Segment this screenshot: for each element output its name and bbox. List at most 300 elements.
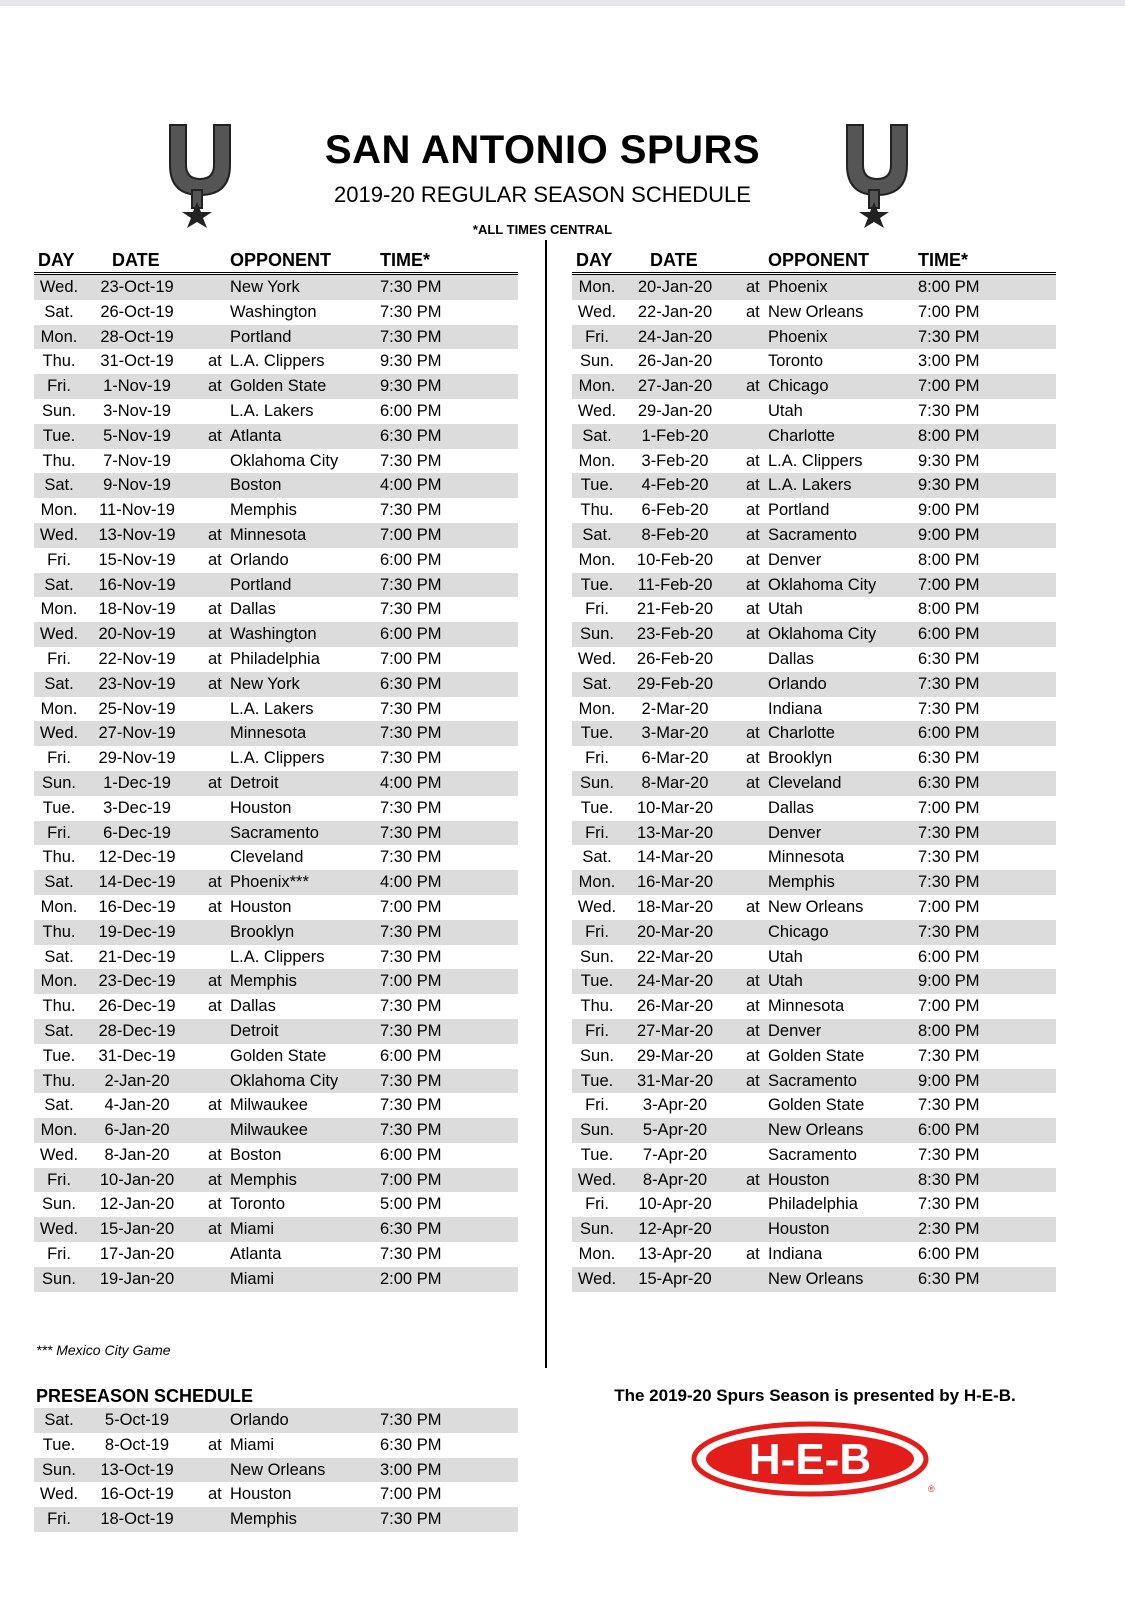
away-marker: at: [746, 1170, 760, 1189]
date-cell: 13-Nov-19: [98, 525, 176, 544]
opponent-cell: L.A. Lakers: [768, 476, 852, 495]
opponent-cell: Houston: [230, 798, 292, 817]
time-cell: 7:00 PM: [380, 649, 442, 668]
day-cell: Sun.: [42, 1460, 76, 1479]
opponent-cell: Denver: [768, 550, 822, 569]
column-header-row: [572, 248, 1056, 275]
time-cell: 6:00 PM: [918, 1245, 980, 1264]
opponent-cell: Utah: [768, 972, 803, 991]
game-row: [34, 1118, 518, 1143]
date-cell: 3-Nov-19: [103, 401, 171, 420]
opponent-cell: Cleveland: [230, 848, 304, 867]
time-cell: 7:00 PM: [380, 897, 442, 916]
day-cell: Fri.: [585, 823, 609, 842]
date-cell: 3-Mar-20: [641, 724, 709, 743]
away-marker: at: [208, 1145, 222, 1164]
day-cell: Wed.: [39, 278, 79, 296]
day-cell: Wed.: [39, 724, 79, 743]
date-cell: 26-Jan-20: [637, 352, 713, 371]
day-cell: Thu.: [42, 997, 76, 1016]
away-marker: at: [746, 1071, 760, 1090]
time-cell: 7:30 PM: [380, 1510, 442, 1529]
day-cell: Sun.: [42, 1195, 76, 1214]
away-marker: at: [746, 1046, 760, 1065]
opponent-cell: Milwaukee: [230, 1096, 308, 1115]
away-marker: at: [746, 1021, 760, 1040]
date-cell: 26-Mar-20: [636, 997, 714, 1016]
date-cell: 28-Oct-19: [100, 327, 174, 346]
game-row: [34, 1458, 518, 1483]
opponent-cell: Charlotte: [768, 724, 835, 743]
game-row: [34, 1433, 518, 1458]
day-cell: Wed.: [577, 401, 617, 420]
away-marker: at: [746, 501, 760, 520]
opponent-cell: Golden State: [768, 1046, 865, 1065]
header-day: DAY: [38, 250, 75, 270]
opponent-cell: Dallas: [768, 649, 814, 668]
time-cell: 9:30 PM: [380, 352, 442, 371]
day-cell: Thu.: [42, 352, 76, 371]
date-cell: 25-Nov-19: [98, 699, 176, 718]
date-cell: 29-Feb-20: [636, 674, 714, 693]
away-marker: at: [208, 873, 222, 892]
away-marker: at: [208, 377, 222, 396]
date-cell: 4-Jan-20: [104, 1096, 170, 1115]
away-marker: at: [746, 997, 760, 1016]
date-cell: 8-Mar-20: [641, 773, 709, 792]
date-cell: 27-Jan-20: [637, 377, 713, 396]
opponent-cell: Portland: [230, 575, 292, 594]
day-cell: Tue.: [580, 476, 614, 495]
away-marker: at: [746, 575, 760, 594]
game-row: [572, 870, 1056, 895]
date-cell: 1-Feb-20: [641, 426, 709, 445]
date-cell: 20-Mar-20: [636, 922, 714, 941]
opponent-cell: L.A. Lakers: [230, 699, 314, 718]
header-time: TIME*: [380, 250, 431, 270]
date-cell: 13-Apr-20: [638, 1245, 712, 1264]
time-cell: 7:30 PM: [380, 327, 442, 346]
time-cell: 7:30 PM: [918, 1195, 980, 1214]
opponent-cell: Phoenix: [768, 278, 828, 296]
opponent-cell: Atlanta: [230, 426, 282, 445]
date-cell: 20-Jan-20: [637, 278, 713, 296]
day-cell: Sun.: [580, 773, 614, 792]
day-cell: Fri.: [47, 1170, 71, 1189]
opponent-cell: Chicago: [768, 377, 829, 396]
day-cell: Mon.: [40, 600, 78, 619]
time-cell: 7:00 PM: [380, 1170, 442, 1189]
time-cell: 6:00 PM: [380, 550, 442, 569]
opponent-cell: Orlando: [230, 1411, 289, 1429]
time-cell: 7:30 PM: [918, 1145, 980, 1164]
game-row: [572, 300, 1056, 325]
date-cell: 9-Nov-19: [103, 476, 171, 495]
game-row: [34, 1408, 518, 1433]
date-cell: 14-Mar-20: [636, 848, 714, 867]
opponent-cell: Toronto: [768, 352, 824, 371]
date-cell: 12-Jan-20: [99, 1195, 175, 1214]
game-row: [572, 821, 1056, 846]
time-cell: 9:00 PM: [918, 972, 980, 991]
day-cell: Sun.: [42, 773, 76, 792]
heb-logo-text: H-E-B: [748, 1435, 872, 1484]
date-cell: 6-Dec-19: [103, 823, 171, 842]
game-row: [34, 1482, 518, 1507]
day-cell: Sat.: [582, 848, 612, 867]
game-row: [34, 870, 518, 895]
time-cell: 6:30 PM: [918, 749, 980, 768]
day-cell: Tue.: [580, 1071, 614, 1090]
opponent-cell: Houston: [230, 897, 292, 916]
day-cell: Fri.: [47, 1510, 71, 1529]
game-row: [34, 945, 518, 970]
game-row: [34, 969, 518, 994]
opponent-cell: Memphis: [768, 873, 835, 892]
opponent-cell: Golden State: [230, 1046, 327, 1065]
opponent-cell: Minnesota: [768, 997, 845, 1016]
game-row: [572, 895, 1056, 920]
day-cell: Mon.: [578, 699, 616, 718]
opponent-cell: Houston: [768, 1170, 830, 1189]
opponent-cell: L.A. Clippers: [230, 352, 325, 371]
date-cell: 10-Apr-20: [638, 1195, 712, 1214]
page-subtitle: 2019-20 REGULAR SEASON SCHEDULE: [334, 182, 751, 207]
away-marker: at: [208, 426, 222, 445]
time-cell: 7:30 PM: [918, 922, 980, 941]
day-cell: Sat.: [582, 525, 612, 544]
opponent-cell: Oklahoma City: [768, 575, 877, 594]
away-marker: at: [746, 525, 760, 544]
game-row: [572, 945, 1056, 970]
date-cell: 4-Feb-20: [641, 476, 709, 495]
date-cell: 22-Mar-20: [636, 947, 714, 966]
date-cell: 22-Nov-19: [98, 649, 176, 668]
time-cell: 7:30 PM: [380, 1411, 442, 1429]
away-marker: at: [208, 1170, 222, 1189]
time-cell: 6:30 PM: [380, 674, 442, 693]
time-cell: 6:00 PM: [380, 625, 442, 644]
away-marker: at: [208, 1435, 222, 1454]
day-cell: Tue.: [580, 575, 614, 594]
time-cell: 7:30 PM: [380, 947, 442, 966]
opponent-cell: Brooklyn: [768, 749, 833, 768]
game-row: [34, 449, 518, 474]
opponent-cell: Memphis: [230, 501, 297, 520]
game-row: [34, 994, 518, 1019]
day-cell: Fri.: [47, 649, 71, 668]
opponent-cell: Portland: [768, 501, 830, 520]
date-cell: 6-Mar-20: [641, 749, 709, 768]
opponent-cell: Golden State: [230, 377, 327, 396]
opponent-cell: Dallas: [230, 600, 276, 619]
time-cell: 7:30 PM: [380, 749, 442, 768]
date-cell: 21-Feb-20: [636, 600, 714, 619]
day-cell: Sat.: [44, 302, 74, 321]
game-row: [34, 920, 518, 945]
date-cell: 1-Nov-19: [103, 377, 171, 396]
game-row: [572, 697, 1056, 722]
opponent-cell: Washington: [230, 625, 317, 644]
game-row: [572, 424, 1056, 449]
day-cell: Sat.: [44, 873, 74, 892]
game-row: [572, 1069, 1056, 1094]
away-marker: at: [746, 451, 760, 470]
game-row: [34, 746, 518, 771]
date-cell: 2-Jan-20: [104, 1071, 170, 1090]
away-marker: at: [208, 972, 222, 991]
game-row: [572, 1192, 1056, 1217]
date-cell: 18-Nov-19: [98, 600, 176, 619]
date-cell: 18-Mar-20: [636, 897, 714, 916]
date-cell: 26-Feb-20: [636, 649, 714, 668]
game-row: [572, 920, 1056, 945]
day-cell: Fri.: [585, 1021, 609, 1040]
time-cell: 7:00 PM: [918, 377, 980, 396]
opponent-cell: Miami: [230, 1269, 274, 1288]
game-row: [572, 275, 1056, 300]
game-row: [572, 622, 1056, 647]
game-row: [34, 498, 518, 523]
day-cell: Sat.: [44, 947, 74, 966]
game-row: [34, 1019, 518, 1044]
game-list: [572, 275, 1056, 1292]
opponent-cell: Minnesota: [768, 848, 845, 867]
opponent-cell: Memphis: [230, 1510, 297, 1529]
time-cell: 8:00 PM: [918, 278, 980, 296]
opponent-cell: Brooklyn: [230, 922, 295, 941]
opponent-cell: New Orleans: [768, 897, 864, 916]
game-row: [572, 1217, 1056, 1242]
time-cell: 4:00 PM: [380, 773, 442, 792]
time-cell: 7:30 PM: [918, 674, 980, 693]
time-cell: 9:00 PM: [918, 1071, 980, 1090]
time-cell: 7:30 PM: [380, 823, 442, 842]
time-cell: 7:30 PM: [380, 922, 442, 941]
time-cell: 9:30 PM: [380, 377, 442, 396]
time-cell: 7:30 PM: [380, 600, 442, 619]
date-cell: 29-Jan-20: [637, 401, 713, 420]
opponent-cell: Utah: [768, 947, 803, 966]
day-cell: Wed.: [39, 1145, 79, 1164]
date-cell: 6-Jan-20: [104, 1121, 170, 1140]
day-cell: Sat.: [44, 674, 74, 693]
date-cell: 6-Feb-20: [641, 501, 709, 520]
day-cell: Fri.: [585, 1096, 609, 1115]
time-cell: 4:00 PM: [380, 476, 442, 495]
away-marker: at: [746, 724, 760, 743]
date-cell: 10-Mar-20: [636, 798, 714, 817]
time-cell: 8:00 PM: [918, 1021, 980, 1040]
opponent-cell: Washington: [230, 302, 317, 321]
date-cell: 29-Mar-20: [636, 1046, 714, 1065]
date-cell: 7-Apr-20: [642, 1145, 708, 1164]
opponent-cell: Memphis: [230, 1170, 297, 1189]
date-cell: 3-Dec-19: [103, 798, 171, 817]
day-cell: Mon.: [40, 501, 78, 520]
opponent-cell: Toronto: [230, 1195, 286, 1214]
game-row: [572, 449, 1056, 474]
sponsor-text: The 2019-20 Spurs Season is presented by H-E-B.: [614, 1386, 1016, 1405]
opponent-cell: Dallas: [768, 798, 814, 817]
opponent-cell: New Orleans: [768, 1121, 864, 1140]
time-cell: 2:30 PM: [918, 1220, 980, 1239]
game-row: [572, 1118, 1056, 1143]
opponent-cell: Philadelphia: [768, 1195, 858, 1214]
date-cell: 12-Apr-20: [638, 1220, 712, 1239]
opponent-cell: Memphis: [230, 972, 297, 991]
opponent-cell: Charlotte: [768, 426, 835, 445]
date-cell: 15-Jan-20: [99, 1220, 175, 1239]
day-cell: Wed.: [39, 625, 79, 644]
away-marker: at: [208, 1220, 222, 1239]
game-list: [34, 275, 518, 1292]
date-cell: 27-Nov-19: [98, 724, 176, 743]
time-cell: 7:30 PM: [380, 302, 442, 321]
time-cell: 7:30 PM: [380, 1245, 442, 1264]
game-row: [572, 672, 1056, 697]
day-cell: Tue.: [42, 798, 76, 817]
day-cell: Wed.: [577, 302, 617, 321]
opponent-cell: Orlando: [230, 550, 289, 569]
away-marker: at: [746, 972, 760, 991]
game-row: [572, 1168, 1056, 1193]
game-row: [34, 622, 518, 647]
game-row: [572, 647, 1056, 672]
game-row: [34, 573, 518, 598]
game-row: [572, 1093, 1056, 1118]
date-cell: 5-Oct-19: [104, 1411, 170, 1429]
date-cell: 19-Jan-20: [99, 1269, 175, 1288]
day-cell: Wed.: [577, 1170, 617, 1189]
time-cell: 2:00 PM: [380, 1269, 442, 1288]
time-cell: 3:00 PM: [918, 352, 980, 371]
opponent-cell: Philadelphia: [230, 649, 320, 668]
day-cell: Fri.: [47, 1245, 71, 1264]
time-cell: 9:00 PM: [918, 525, 980, 544]
game-row: [572, 399, 1056, 424]
day-cell: Tue.: [42, 1046, 76, 1065]
game-row: [572, 473, 1056, 498]
top-border: [0, 0, 1125, 6]
game-row: [34, 672, 518, 697]
time-cell: 7:00 PM: [918, 302, 980, 321]
page-title: SAN ANTONIO SPURS: [324, 128, 761, 172]
time-cell: 7:00 PM: [918, 575, 980, 594]
time-cell: 7:30 PM: [380, 724, 442, 743]
date-cell: 8-Feb-20: [641, 525, 709, 544]
game-row: [34, 1217, 518, 1242]
opponent-cell: Phoenix: [768, 327, 828, 346]
time-cell: 7:00 PM: [380, 525, 442, 544]
date-cell: 11-Nov-19: [99, 501, 175, 520]
opponent-cell: New Orleans: [768, 302, 864, 321]
game-row: [34, 1267, 518, 1292]
time-cell: 7:30 PM: [918, 848, 980, 867]
day-cell: Mon.: [578, 1245, 616, 1264]
time-cell: 7:30 PM: [380, 798, 442, 817]
game-list: [34, 1408, 518, 1532]
time-cell: 7:30 PM: [918, 401, 980, 420]
opponent-cell: Phoenix***: [230, 873, 309, 892]
game-row: [572, 845, 1056, 870]
opponent-cell: Dallas: [230, 997, 276, 1016]
header-opponent: OPPONENT: [768, 250, 870, 270]
opponent-cell: Cleveland: [768, 773, 842, 792]
time-cell: 7:30 PM: [380, 699, 442, 718]
day-cell: Thu.: [42, 922, 76, 941]
time-cell: 7:30 PM: [380, 575, 442, 594]
time-cell: 6:00 PM: [380, 1046, 442, 1065]
time-cell: 7:30 PM: [918, 327, 980, 346]
day-cell: Fri.: [47, 749, 71, 768]
date-cell: 3-Feb-20: [641, 451, 709, 470]
date-cell: 28-Dec-19: [98, 1021, 176, 1040]
game-row: [572, 498, 1056, 523]
opponent-cell: L.A. Clippers: [230, 947, 325, 966]
opponent-cell: Boston: [230, 476, 282, 495]
opponent-cell: Houston: [768, 1220, 830, 1239]
game-row: [34, 895, 518, 920]
game-row: [34, 771, 518, 796]
day-cell: Sat.: [44, 1411, 74, 1429]
away-marker: at: [208, 1195, 222, 1214]
date-cell: 5-Apr-20: [642, 1121, 708, 1140]
away-marker: at: [746, 302, 760, 321]
time-cell: 7:00 PM: [918, 997, 980, 1016]
day-cell: Sat.: [44, 1096, 74, 1115]
game-row: [572, 1019, 1056, 1044]
opponent-cell: Portland: [230, 327, 292, 346]
time-cell: 6:00 PM: [918, 1121, 980, 1140]
game-row: [572, 1143, 1056, 1168]
time-cell: 6:00 PM: [380, 1145, 442, 1164]
day-cell: Sun.: [580, 1220, 614, 1239]
day-cell: Fri.: [585, 922, 609, 941]
game-row: [572, 1242, 1056, 1267]
opponent-cell: Miami: [230, 1220, 274, 1239]
day-cell: Thu.: [42, 451, 76, 470]
away-marker: at: [746, 550, 760, 569]
game-row: [34, 796, 518, 821]
day-cell: Mon.: [578, 451, 616, 470]
time-cell: 7:30 PM: [380, 1071, 442, 1090]
date-cell: 13-Mar-20: [636, 823, 714, 842]
game-row: [34, 1507, 518, 1532]
date-cell: 31-Oct-19: [100, 352, 174, 371]
date-cell: 10-Jan-20: [99, 1170, 175, 1189]
game-row: [572, 771, 1056, 796]
opponent-cell: Sacramento: [768, 1145, 857, 1164]
game-row: [34, 597, 518, 622]
game-row: [572, 349, 1056, 374]
day-cell: Tue.: [580, 724, 614, 743]
game-row: [34, 1093, 518, 1118]
date-cell: 22-Jan-20: [637, 302, 713, 321]
away-marker: at: [746, 749, 760, 768]
day-cell: Sun.: [42, 1269, 76, 1288]
time-cell: 6:30 PM: [918, 649, 980, 668]
day-cell: Tue.: [580, 1145, 614, 1164]
opponent-cell: Minnesota: [230, 724, 307, 743]
opponent-cell: Indiana: [768, 1245, 823, 1264]
time-cell: 7:30 PM: [918, 699, 980, 718]
date-cell: 15-Apr-20: [638, 1269, 712, 1288]
date-cell: 26-Dec-19: [98, 997, 176, 1016]
opponent-cell: Chicago: [768, 922, 829, 941]
time-cell: 3:00 PM: [380, 1460, 442, 1479]
opponent-cell: New Orleans: [230, 1460, 326, 1479]
